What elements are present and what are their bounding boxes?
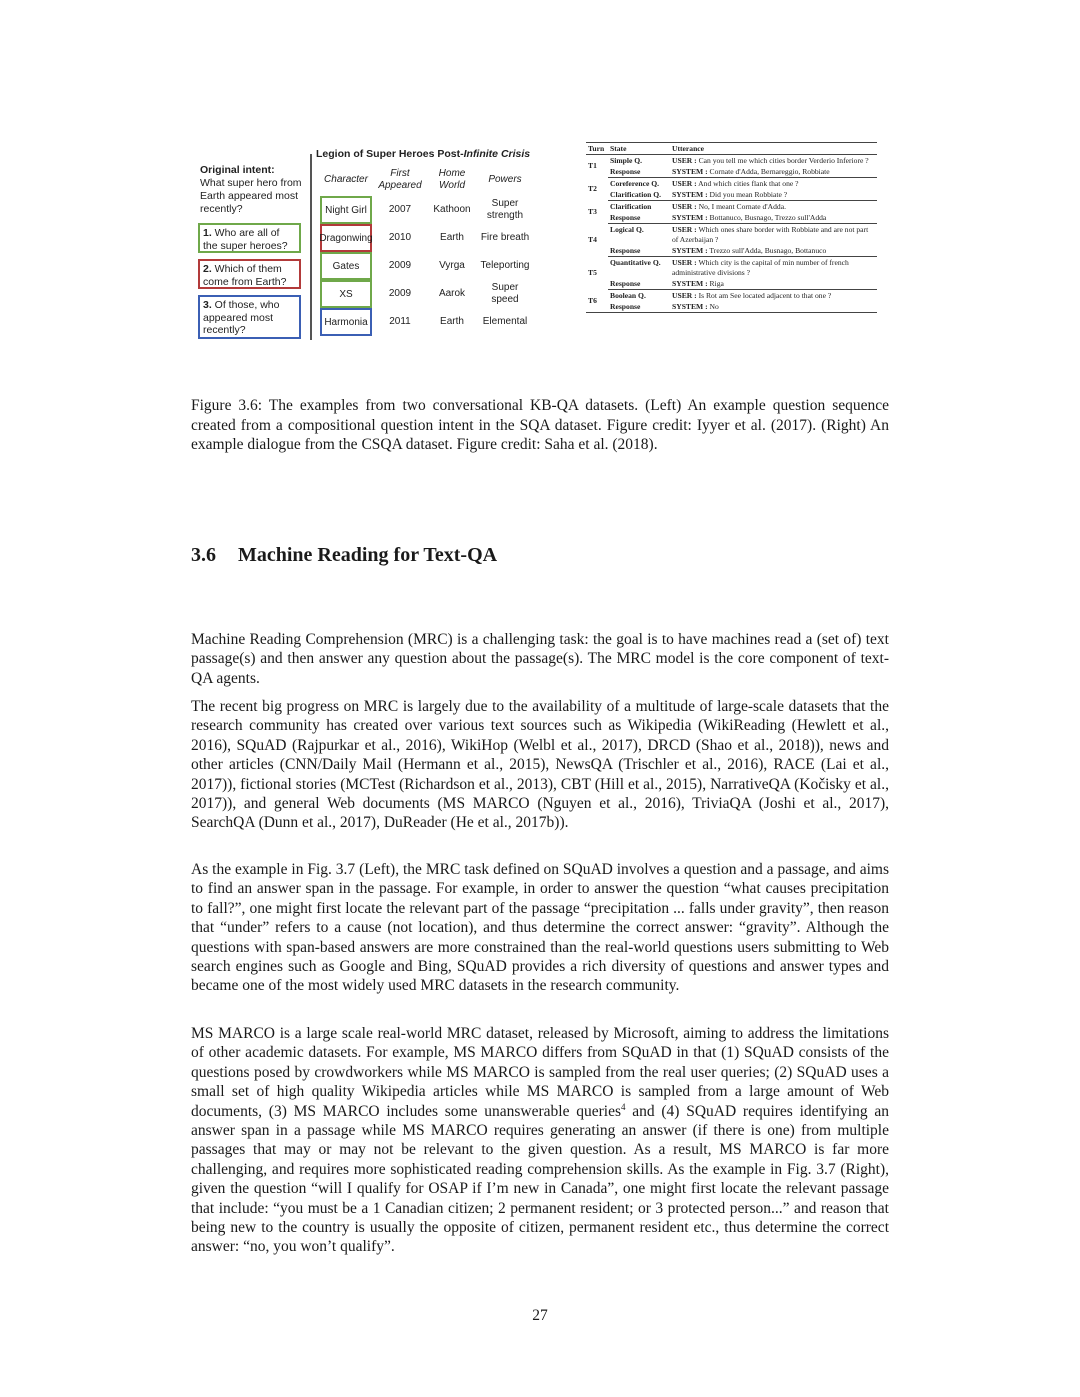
state-label: Logical Q. (610, 224, 644, 234)
question-number: 2. (203, 263, 212, 275)
question-text: Of those, who appeared most recently? (203, 299, 280, 336)
utterance (670, 178, 877, 190)
table-row (586, 178, 877, 190)
speaker: SYSTEM : (672, 301, 708, 311)
powers-cell: Teleporting (480, 260, 530, 271)
turn-label: T3 (588, 207, 597, 216)
home-world-cell: Vyrga (439, 260, 465, 271)
powers-cell: Super strength (486, 198, 524, 221)
csqa-figure (586, 142, 877, 313)
utterance-text: Riga (707, 278, 724, 288)
turn-label: T4 (588, 235, 597, 244)
question-box-1 (198, 223, 301, 253)
character-cell: Harmonia (320, 308, 372, 336)
speaker: USER : (672, 201, 697, 211)
table-row (586, 278, 877, 290)
first-appeared-cell: 2007 (388, 204, 412, 215)
utterance (670, 301, 877, 313)
state-label: Clarification (610, 201, 652, 211)
home-world-cell: Aarok (438, 288, 466, 299)
section-number: 3.6 (191, 544, 216, 566)
turn-label: T2 (588, 184, 597, 193)
header-utterance: Utterance (670, 143, 877, 155)
table-row (586, 290, 877, 302)
paragraph-4 (191, 1024, 889, 1257)
intent-text: What super hero from Earth appeared most recently? (200, 177, 302, 215)
utterance-text: Can you tell me which cities border Verderio Inferiore ? (696, 155, 869, 165)
section-title: Machine Reading for Text-QA (238, 544, 498, 566)
table-row (586, 166, 877, 178)
csqa-table (586, 142, 877, 313)
state-label: Coreference Q. (610, 178, 660, 188)
character-cell: XS (320, 280, 372, 308)
utterance (670, 212, 877, 224)
speaker: SYSTEM : (672, 245, 708, 255)
header-state: State (608, 143, 670, 155)
sqa-figure (196, 146, 546, 346)
speaker: SYSTEM : (672, 278, 708, 288)
utterance (670, 290, 877, 302)
first-appeared-cell: 2010 (388, 232, 412, 243)
utterance-text: Bottanuco, Busnago, Trezzo sull'Adda (707, 212, 827, 222)
speaker: SYSTEM : (672, 212, 708, 222)
state-label: Response (608, 301, 670, 313)
utterance (670, 189, 877, 201)
paragraph-text-part: MS MARCO is a large scale real-world MRC dataset, released by Microsoft, aiming to address the limitations of other academic datasets. For example, MS MARCO differs from SQuAD in that (1) SQuAD consists of the questions posed by crowdworkers while MS MARCO is sampled from the real user queries; (2) SQuAD uses a small set of high quality Wikipedia articles while MS MARCO is sampled from a large amount of Web documents, (3) MS MARCO includes some unanswerable queries (191, 1025, 889, 1120)
utterance-text: Trezzo sull'Adda, Busnago, Bottanuco (707, 245, 827, 255)
speaker: USER : (672, 178, 697, 188)
table-row (586, 257, 877, 279)
table-row (586, 301, 877, 313)
utterance-text: And which cities flank that one ? (696, 178, 799, 188)
turn-label: T5 (588, 268, 597, 277)
utterance-text: No (707, 301, 719, 311)
question-box-2 (198, 259, 301, 289)
table-row (586, 245, 877, 257)
state-label: Response (608, 278, 670, 290)
paragraph-1 (191, 630, 889, 688)
utterance-text: Which city is the capital of min number of french administrative divisions ? (672, 257, 849, 277)
powers-cell: Elemental (482, 316, 528, 327)
turn-label: T1 (588, 161, 597, 171)
question-text: Which of them come from Earth? (203, 263, 287, 288)
utterance-text: Cornate d'Adda, Bernareggio, Robbiate (707, 166, 830, 176)
section-heading (191, 544, 497, 567)
header-first-appeared: First Appeared (378, 168, 422, 191)
question-number: 3. (203, 299, 212, 311)
first-appeared-cell: 2011 (389, 316, 411, 327)
state-label: Simple Q. (610, 155, 643, 165)
home-world-cell: Kathoon (433, 204, 471, 215)
footnote-marker[interactable]: 4 (620, 1101, 626, 1112)
table-row (586, 155, 877, 167)
utterance (670, 278, 877, 290)
table-row (586, 224, 877, 246)
utterance-text: Which ones share border with Robbiate and are not part of Azerbaijan ? (672, 224, 869, 244)
speaker: USER : (672, 224, 697, 234)
table-row (586, 189, 877, 201)
paragraph-3 (191, 860, 889, 996)
header-turn: Turn (586, 143, 608, 155)
paragraph-text: The recent big progress on MRC is largely due to the availability of a multitude of large-scale datasets that the research community has created over various text sources such as Wikipedia (WikiReading (Hewlett et al., 2016), SQuAD (Rajpurkar et al., 2016), WikiHop (Welbl et al., 2017), DRCD (Shao et al., 2018)), news and other articles (CNN/Daily Mail (Hermann et al., 2015), NewsQA (Trischler et al., 2016), RACE (Lai et al., 2017)), fictional stories (MCTest (Richardson et al., 2013), CBT (Hill et al., 2015), NarrativeQA (Kočisky et al., 2017)), and general Web documents (MS MARCO (Nguyen et al., 2016), TriviaQA (Joshi et al., 2017), SearchQA (Dunn et al., 2017), DuReader (He et al., 2017b)). (191, 698, 889, 832)
state-label: Clarification Q. (608, 189, 670, 201)
original-intent (200, 164, 310, 216)
character-cell: Night Girl (320, 196, 372, 224)
header-character: Character (324, 174, 368, 185)
state-label: Response (608, 166, 670, 178)
utterance-text: No, I meant Cornate d'Adda. (696, 201, 786, 211)
character-cell: Dragonwing (320, 224, 372, 252)
page-number: 27 (532, 1307, 548, 1324)
speaker: SYSTEM : (672, 166, 708, 176)
home-world-cell: Earth (440, 316, 464, 327)
utterance (670, 155, 877, 167)
utterance (670, 201, 877, 213)
table-row (586, 201, 877, 213)
speaker: SYSTEM : (672, 189, 708, 199)
paragraph-text: As the example in Fig. 3.7 (Left), the MRC task defined on SQuAD involves a question and a passage, and aims to find an answer span in the passage. For example, in order to answer the question “what causes precipitation to fall?”, one might first locate the relevant part of the passage “precipitation ... falls under gravity”, then reason that “under” refers to a cause (not location), and thus determine the correct answer: “gravity”. Although the questions with span-based answers are more constrained than the real-world questions users submitting to Web search engines such as Google and Bing, SQuAD provides a rich diversity of questions and answer types and became one of the most widely used MRC datasets in the research community. (191, 861, 889, 995)
state-label: Quantitative Q. (610, 257, 661, 267)
paragraph-text-part: and (4) SQuAD requires identifying an answer span in a passage while MS MARCO requires generating an answer (if there is one) from multiple passages that may or may not be relevant to the given question. As a result, MS MARCO is far more challenging, and requires more sophisticated reading comprehension skills. As the example in Fig. 3.7 (Right), given the question “will I qualify for OSAP if I’m new in Canada”, one might first locate the relevant passage that include: “you must be a 1 Canadian citizen; 2 permanent resident; or 3 protected person...” and reason that being new to the country is usually the opposite of citizen, permanent resident etc., thus determine the correct answer: “no, you won’t qualify”. (191, 1102, 889, 1256)
state-label: Response (608, 212, 670, 224)
title-italic: Infinite Crisis (463, 148, 531, 160)
turn-label: T6 (586, 290, 608, 313)
header-home-world: Home World (438, 168, 466, 191)
first-appeared-cell: 2009 (388, 260, 412, 271)
title-text: Legion of Super Heroes Post- (316, 148, 464, 160)
table-title (316, 148, 530, 160)
powers-cell: Super speed (491, 282, 519, 305)
figure-caption: Figure 3.6: The examples from two conversational KB-QA datasets. (Left) An example question sequence created from a compositional question intent in the SQA dataset. Figure credit: Iyyer et al. (2017). (Right) An example dialogue from the CSQA dataset. Figure credit: Saha et al. (2018). (191, 397, 889, 453)
utterance (670, 224, 877, 246)
utterance (670, 245, 877, 257)
paragraph-2 (191, 697, 889, 833)
question-number: 1. (203, 227, 212, 239)
header-powers: Powers (488, 174, 522, 185)
home-world-cell: Earth (440, 232, 464, 243)
first-appeared-cell: 2009 (388, 288, 412, 299)
divider (310, 154, 312, 340)
question-text: Who are all of the super heroes? (203, 227, 288, 252)
speaker: USER : (672, 290, 697, 300)
state-label: Response (608, 245, 670, 257)
paragraph-text: Machine Reading Comprehension (MRC) is a challenging task: the goal is to have machines read a (set of) text passage(s) and then answer any question about the passage(s). The MRC model is the core component of text-QA agents. (191, 631, 889, 687)
paragraph-text (191, 1024, 889, 1257)
utterance (670, 166, 877, 178)
utterance-text: Is Rot am See located adjacent to that one ? (696, 290, 832, 300)
intent-label: Original intent: (200, 164, 275, 176)
utterance-text: Did you mean Robbiate ? (707, 189, 788, 199)
state-label: Boolean Q. (610, 290, 646, 300)
character-cell: Gates (320, 252, 372, 280)
question-box-3 (198, 295, 301, 339)
powers-cell: Fire breath (480, 232, 530, 243)
utterance (670, 257, 877, 279)
table-row (586, 212, 877, 224)
speaker: USER : (672, 257, 697, 267)
speaker: USER : (672, 155, 697, 165)
